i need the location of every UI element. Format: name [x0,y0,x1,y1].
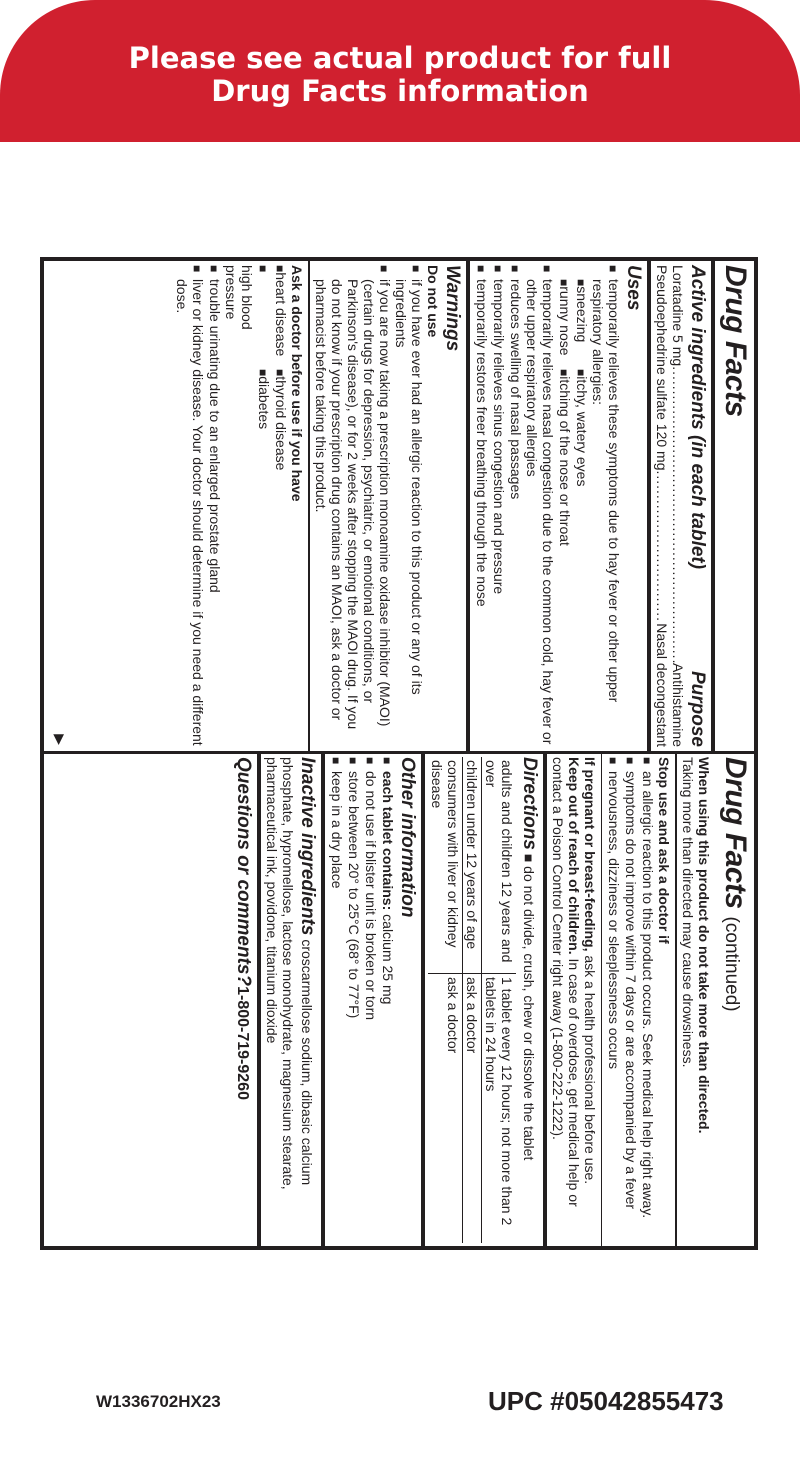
directions-table [428,757,516,1243]
stop-text: nervousness, dizziness or sleeplessness occurs [606,771,623,1070]
stop-item [640,757,657,1243]
uses-item [473,265,490,747]
ingredient-name: Loratadine 5 mg [670,265,686,367]
condition-text: liver or kidney disease. Your doctor should determine if you need a different dose. [174,279,207,746]
table-cell: consumers with liver or kidney disease [428,757,463,974]
uses-text: temporarily relieves these symptoms due to hay fever or other upper respiratory allergies: [590,279,622,703]
divider [421,753,425,1247]
bullet-icon [345,757,362,771]
header-banner [0,0,800,142]
uses-text: temporarily relieves nasal congestion due to the common cold, hay fever or other upper respiratory allergies [524,279,556,745]
other-bold: each tablet contains: [380,771,396,911]
keep-out-rest: In case of overdose, get medical help or contact a Poison Control Center right away (1-800-222-1222). [550,757,582,1207]
drug-facts-title: Drug Facts [719,265,752,417]
symptom-item [573,369,590,486]
symptom-row [573,265,590,747]
stop-item [606,757,623,1243]
ingredient-row [654,265,670,747]
table-cell: ask a doctor [428,974,463,1244]
questions-line [232,757,254,1243]
bullet-icon [473,265,490,279]
pregnant-text [582,757,598,1243]
bullet-icon [256,369,273,376]
do-not-use-heading: Do not use [425,265,441,338]
stop-text: symptoms do not improve within 7 days or are accompanied by a fever [623,771,640,1210]
bullet-icon [328,757,345,771]
directions-heading: Directions [519,757,540,850]
other-item [379,757,396,1243]
condition-item [273,369,290,470]
condition-row [224,265,273,747]
bullet-icon [573,369,590,376]
bullet-icon: ■ [521,853,537,863]
other-rest: calcium 25 mg [380,914,396,1005]
warning-text: if you have ever had an allergic reaction to this product or any of its ingredients [393,279,425,695]
when-using-text [680,757,712,1243]
uses-item [490,265,507,747]
condition-item [207,265,224,747]
other-item [362,757,379,1243]
symptom-text: runny nose [557,286,573,356]
symptom-row [556,265,573,747]
active-ingredients-header [686,265,708,747]
uses-item [590,265,622,747]
questions-heading: Questions or comments? [233,757,254,987]
when-using-rest: Taking more than directed may cause drowsiness. [680,757,696,1068]
bullet-icon [507,265,524,279]
leader-dots [654,470,670,623]
when-using-bold: When using this product do not take more than directed. [696,757,712,1134]
questions-phone: 1-800-719-9260 [234,986,251,1100]
symptom-text: sneezing [574,286,590,343]
divider [257,753,261,1247]
condition-text: heart disease [273,272,290,357]
condition-text: diabetes [256,376,273,430]
symptom-text: itching of the nose or throat [557,376,573,546]
drug-facts-column-1 [48,261,758,751]
leader-dots [670,366,686,663]
pregnant-bold: If pregnant or breast-feeding, [582,757,598,952]
banner-text [0,42,800,108]
drug-facts-continued-title [714,757,752,1243]
divider [309,261,311,751]
bullet-icon [273,265,290,272]
bullet-icon [524,265,556,279]
table-cell: 1 tablet every 12 hours; not more than 2 tablets in 24 hours [482,974,517,1244]
bullet-icon [362,757,379,771]
uses-item [524,265,556,747]
inactive-text: croscarmellose sodium, dibasic calcium phosphate, hypromellose, lactose monohydrate, magnesium stearate, pharmaceutical ink, povidone, titanium dioxide [264,757,315,1190]
table-row [463,757,482,1243]
condition-row [273,265,290,747]
stop-use-heading: Stop use and ask a doctor if [656,757,673,944]
condition-text: trouble urinating due to an enlarged prostate gland [207,279,224,593]
inactive-heading: Inactive ingredients [297,757,318,936]
keep-out-text [550,757,582,1243]
other-text: keep in a dry place [329,771,345,889]
ingredient-name: Pseudoephedrine sulfate 120 mg [654,265,670,471]
pregnant-rest: ask a health professional before use. [582,955,598,1185]
table-cell: ask a doctor [463,974,482,1244]
bullet-icon [606,757,623,771]
product-code: W1336702HX23 [96,1392,221,1411]
divider [321,753,325,1247]
divider [676,753,678,1247]
warnings-heading: Warnings [442,265,463,352]
condition-text: high blood pressure [223,265,256,330]
other-item [345,757,362,1243]
bullet-icon [573,279,590,286]
uses-text: temporarily relieves sinus congestion and pressure [491,279,507,595]
drug-facts-column-2 [48,753,758,1247]
ask-doctor-heading: Ask a doctor before use if you have [289,265,306,502]
warning-item [313,265,393,747]
ingredient-purpose: Antihistamine [670,662,686,747]
condition-item [175,265,207,747]
upc-code: UPC #05042855473 [488,1386,724,1416]
table-row [482,757,517,1243]
symptom-item [556,279,573,369]
symptom-item [556,369,573,546]
other-text: do not use if blister unit is broken or torn [363,771,379,1021]
bullet-icon [393,265,425,279]
other-information-heading: Other information [397,757,418,918]
inactive-ingredients [264,757,318,1243]
keep-out-bold: Keep out of reach of children. [566,757,582,955]
condition-item [273,265,290,369]
ingredient-purpose: Nasal decongestant [654,623,670,747]
purpose-heading: Purpose [687,670,708,747]
divider [711,261,715,751]
bullet-icon [590,265,622,279]
bullet-icon [556,279,573,286]
divider [601,753,603,1247]
directions-line [518,757,540,1243]
bullet-icon [313,265,393,279]
ingredient-row [670,265,686,747]
stop-item [623,757,640,1243]
other-text [379,771,396,1004]
bullet-icon [273,369,290,376]
active-ingredients-heading: Active ingredients (in each tablet) [687,265,708,570]
table-row [428,757,463,1243]
uses-text: reduces swelling of nasal passages [508,279,524,500]
stop-text: an allergic reaction to this product occurs. Seek medical help right away. [640,771,657,1219]
continued-label: (continued) [721,916,742,1012]
condition-item [224,265,273,369]
bullet-icon [175,265,207,279]
other-item [328,757,345,1243]
directions-text: do not divide, crush, chew or dissolve the tablet [521,866,537,1161]
bullet-icon [207,265,224,279]
other-text: store between 20° to 25°C (68° to 77°F) [346,771,362,1019]
banner-line-1: Please see actual product for full [128,41,672,75]
uses-item [507,265,524,747]
symptom-item [573,279,590,369]
condition-item [224,369,273,429]
title-text: Drug Facts [719,757,752,909]
bullet-icon [556,369,573,376]
bullet-icon [379,757,396,771]
warning-text: if you are now taking a prescription monoamine oxidase inhibitor (MAOI) (certain drugs for depression, psychiatric, or emotional conditions, or Parkinson's disease), or for 2 weeks after stopping the MAOI drug. If you do not know if your prescription drug contains an MAOI, ask a doctor or pharmacist before taking this product. [313,279,393,730]
symptom-text: itchy, watery eyes [574,376,590,487]
uses-text: temporarily restores freer breathing through the nose [474,279,490,607]
continued-arrow-icon: ▶ [52,734,68,745]
bullet-icon [640,757,657,771]
table-cell: adults and children 12 years and over [483,760,515,963]
divider [466,261,470,751]
banner-line-2: Drug Facts information [211,74,589,108]
drug-facts-panel [40,257,758,1250]
table-cell: children under 12 years of age [463,757,482,974]
divider [647,261,651,751]
bullet-icon [490,265,507,279]
divider [543,753,547,1247]
bullet-icon [623,757,640,771]
condition-text: thyroid disease [273,376,290,471]
uses-heading: Uses [623,265,644,311]
warning-item [393,265,425,747]
bullet-icon [256,265,273,272]
